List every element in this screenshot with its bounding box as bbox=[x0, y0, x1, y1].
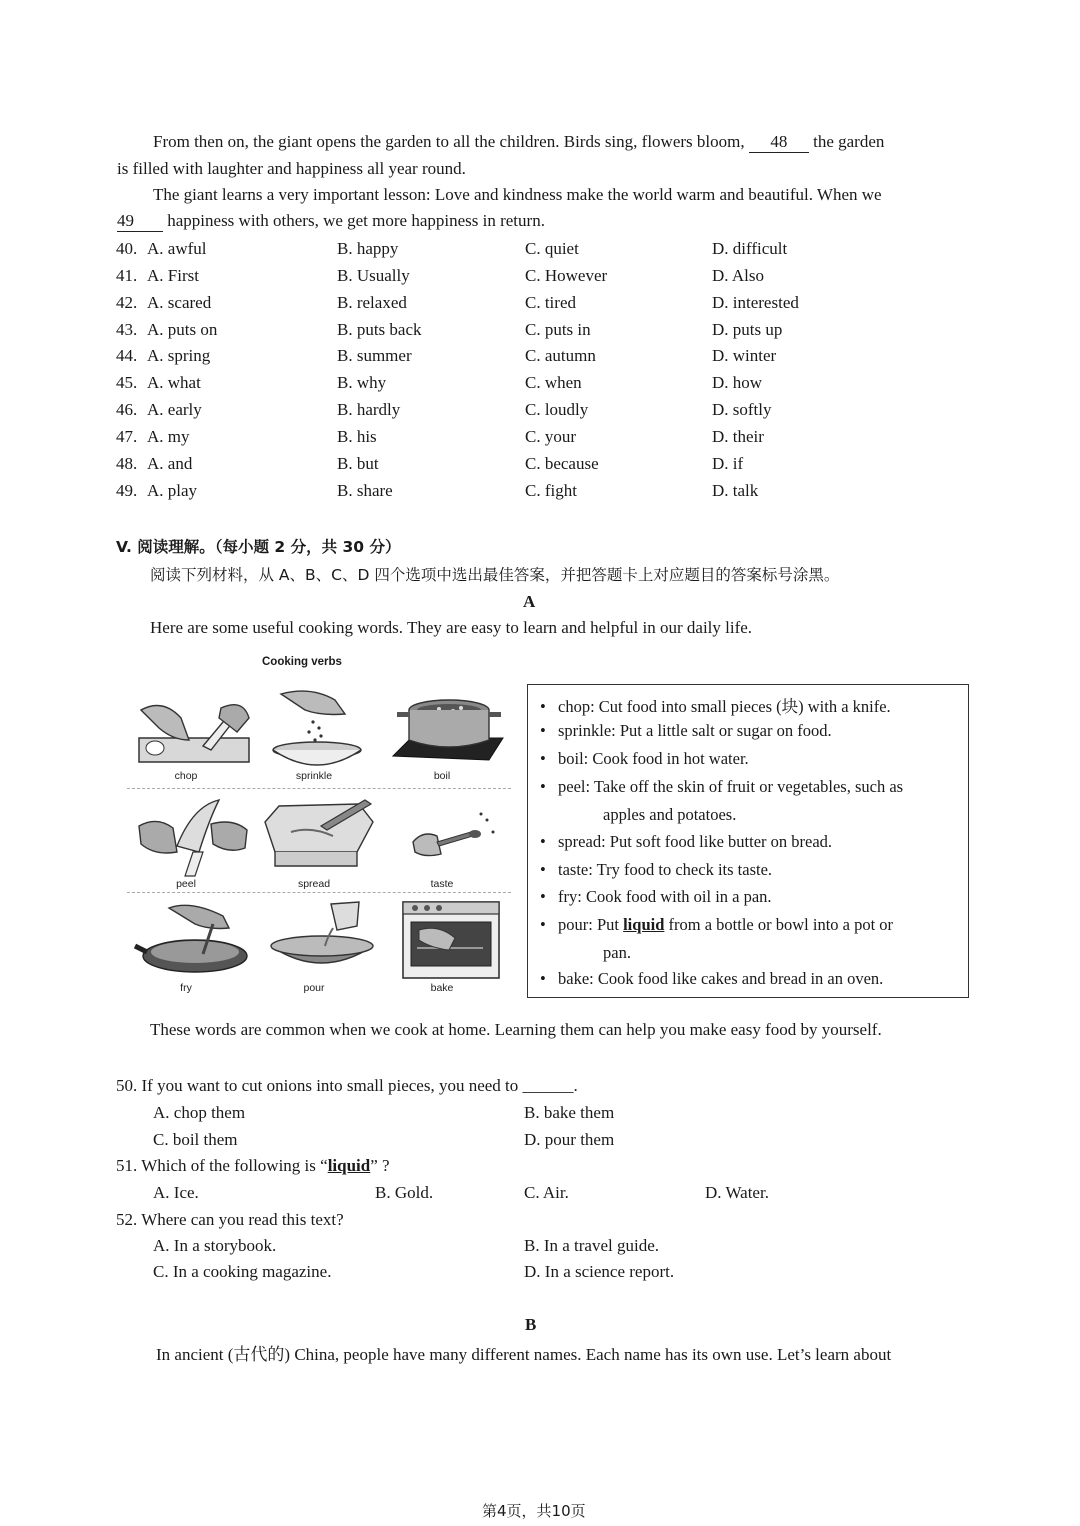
blank-48: 48 bbox=[749, 132, 809, 153]
reading-label-a: A bbox=[523, 592, 536, 611]
cooking-verbs-picture bbox=[127, 684, 511, 996]
option-row bbox=[0, 373, 1080, 399]
stem-text: ” ? bbox=[370, 1156, 390, 1175]
taste-icon bbox=[389, 796, 507, 878]
taste-picture bbox=[383, 792, 511, 896]
definition-bake: • bake: Cook food like cakes and bread in an oven. bbox=[540, 969, 884, 988]
option-c: C. puts in bbox=[525, 320, 591, 339]
passage-line: The giant learns a very important lesson: Love and kindness make the world warm and beautiful. When we bbox=[153, 185, 882, 204]
fry-picture bbox=[127, 896, 255, 1000]
question-number: 49. bbox=[116, 481, 138, 500]
option-c: C. quiet bbox=[525, 239, 579, 258]
peel-icon bbox=[133, 796, 251, 878]
section-instruction: 阅读下列材料，从 A、B、C、D 四个选项中选出最佳答案，并把答题卡上对应题目的答案标号涂黑。 bbox=[150, 566, 840, 584]
option-a: A. spring bbox=[147, 346, 211, 365]
option-c: C. your bbox=[525, 427, 576, 446]
definition-text: fry: Cook food with oil in a pan. bbox=[558, 887, 772, 906]
question-number: 40. bbox=[116, 239, 138, 258]
option-a: A. play bbox=[147, 481, 198, 500]
spread-picture bbox=[255, 792, 383, 896]
option-c: C. tired bbox=[525, 293, 576, 312]
definition-taste: • taste: Try food to check its taste. bbox=[540, 860, 773, 879]
definition-peel: • peel: Take off the skin of fruit or vegetables, such as bbox=[540, 777, 904, 796]
question-number: 41. bbox=[116, 266, 138, 285]
question-number: 44. bbox=[116, 346, 138, 365]
definition-text: peel: Take off the skin of fruit or vegetables, such as bbox=[558, 777, 904, 796]
peel-picture bbox=[127, 792, 255, 896]
option-a: A. chop them bbox=[153, 1103, 246, 1122]
option-b: B. relaxed bbox=[337, 293, 407, 312]
picture-title: Cooking verbs bbox=[262, 656, 342, 668]
question-number: 42. bbox=[116, 293, 138, 312]
pour-picture bbox=[255, 896, 383, 1000]
option-c: C. Air. bbox=[524, 1183, 569, 1202]
passage-text: happiness with others, we get more happiness in return. bbox=[167, 211, 545, 230]
caption-boil: boil bbox=[433, 770, 451, 782]
option-row bbox=[0, 346, 1080, 372]
option-d: D. softly bbox=[712, 400, 772, 419]
liquid-word: liquid bbox=[623, 915, 665, 934]
option-a: A. what bbox=[147, 373, 201, 392]
option-row bbox=[0, 266, 1080, 292]
boil-picture bbox=[383, 684, 511, 788]
definition-pour-cont: pan. bbox=[603, 943, 631, 962]
option-b: B. his bbox=[337, 427, 377, 446]
option-d: D. their bbox=[712, 427, 764, 446]
option-b: B. why bbox=[337, 373, 387, 392]
option-b: B. bake them bbox=[524, 1103, 615, 1122]
bake-picture bbox=[383, 896, 511, 1000]
option-b: B. but bbox=[337, 454, 379, 473]
definition-peel-cont: apples and potatoes. bbox=[603, 805, 737, 824]
option-d: D. how bbox=[712, 373, 763, 392]
caption-bake: bake bbox=[430, 982, 454, 994]
reading-b-intro: In ancient (古代的) China, people have many different names. Each name has its own use. Let’s learn about bbox=[156, 1345, 892, 1364]
option-b: B. Usually bbox=[337, 266, 410, 285]
option-c: C. loudly bbox=[525, 400, 589, 419]
option-b: B. hardly bbox=[337, 400, 401, 419]
caption-pour: pour bbox=[303, 982, 325, 994]
option-c: C. In a cooking magazine. bbox=[153, 1262, 332, 1281]
option-c: C. autumn bbox=[525, 346, 596, 365]
option-c: C. However bbox=[525, 266, 608, 285]
caption-sprinkle: sprinkle bbox=[295, 770, 333, 782]
passage-line bbox=[153, 132, 884, 153]
question-50-stem: 50. If you want to cut onions into small pieces, you need to ______. bbox=[116, 1076, 578, 1095]
page-number: 第4页，共10页 bbox=[482, 1502, 586, 1520]
option-d: D. interested bbox=[712, 293, 799, 312]
sprinkle-picture bbox=[255, 684, 383, 788]
question-number: 45. bbox=[116, 373, 138, 392]
option-a: A. awful bbox=[147, 239, 207, 258]
option-a: A. Ice. bbox=[153, 1183, 199, 1202]
option-d: D. if bbox=[712, 454, 744, 473]
passage-line: is filled with laughter and happiness all year round. bbox=[117, 159, 466, 178]
option-c: C. boil them bbox=[153, 1130, 238, 1149]
reading-label-b: B bbox=[525, 1315, 537, 1334]
caption-fry: fry bbox=[180, 982, 192, 994]
option-d: D. pour them bbox=[524, 1130, 615, 1149]
option-row bbox=[0, 239, 1080, 265]
reading-intro: Here are some useful cooking words. They are easy to learn and helpful in our daily life. bbox=[150, 618, 753, 637]
option-c: C. because bbox=[525, 454, 599, 473]
option-a: A. early bbox=[147, 400, 202, 419]
sprinkle-icon bbox=[261, 688, 379, 770]
option-a: A. First bbox=[147, 266, 199, 285]
option-b: B. happy bbox=[337, 239, 399, 258]
fry-icon bbox=[133, 900, 251, 982]
stem-text: 51. Which of the following is “ bbox=[116, 1156, 328, 1175]
caption-taste: taste bbox=[430, 878, 454, 890]
passage-text: From then on, the giant opens the garden to all the children. Birds sing, flowers bloom, bbox=[153, 132, 745, 151]
question-number: 48. bbox=[116, 454, 138, 473]
chop-picture bbox=[127, 684, 255, 788]
question-51-stem bbox=[116, 1156, 390, 1176]
option-d: D. winter bbox=[712, 346, 777, 365]
definition-chop: • chop: Cut food into small pieces (块) with a knife. bbox=[540, 697, 891, 716]
definition-text: spread: Put soft food like butter on bread. bbox=[558, 832, 833, 851]
option-a: A. my bbox=[147, 427, 190, 446]
option-b: B. puts back bbox=[337, 320, 422, 339]
blank-49: 49 bbox=[117, 211, 163, 232]
bake-icon bbox=[389, 900, 507, 982]
option-d: D. Water. bbox=[705, 1183, 769, 1202]
option-b: B. summer bbox=[337, 346, 412, 365]
option-d: D. talk bbox=[712, 481, 759, 500]
definition-text: sprinkle: Put a little salt or sugar on food. bbox=[558, 721, 832, 740]
caption-chop: chop bbox=[174, 770, 198, 782]
liquid-word: liquid bbox=[327, 1156, 371, 1175]
question-number: 47. bbox=[116, 427, 138, 446]
option-b: B. share bbox=[337, 481, 393, 500]
definition-text: taste: Try food to check its taste. bbox=[558, 860, 773, 879]
question-number: 46. bbox=[116, 400, 138, 419]
boil-icon bbox=[389, 688, 507, 770]
definition-sprinkle: • sprinkle: Put a little salt or sugar on food. bbox=[540, 721, 832, 740]
option-row bbox=[0, 400, 1080, 426]
question-52-stem: 52. Where can you read this text? bbox=[116, 1210, 344, 1229]
option-a: A. and bbox=[147, 454, 193, 473]
passage-text: the garden bbox=[813, 132, 885, 151]
spread-icon bbox=[261, 796, 379, 878]
option-row bbox=[0, 427, 1080, 453]
option-b: B. Gold. bbox=[375, 1183, 434, 1202]
question-number: 43. bbox=[116, 320, 138, 339]
option-d: D. Also bbox=[712, 266, 764, 285]
definition-pour: • pour: Put liquid from a bottle or bowl into a pot or bbox=[540, 915, 894, 934]
caption-spread: spread bbox=[297, 878, 331, 890]
definition-text: chop: Cut food into small pieces (块) with a knife. bbox=[558, 697, 891, 716]
section-heading: V. 阅读理解。（每小题 2 分，共 30 分） bbox=[116, 538, 401, 556]
option-d: D. In a science report. bbox=[524, 1262, 675, 1281]
option-a: A. scared bbox=[147, 293, 212, 312]
option-c: C. when bbox=[525, 373, 582, 392]
option-b: B. In a travel guide. bbox=[524, 1236, 660, 1255]
option-d: D. difficult bbox=[712, 239, 788, 258]
option-row bbox=[0, 481, 1080, 507]
option-a: A. puts on bbox=[147, 320, 218, 339]
option-a: A. In a storybook. bbox=[153, 1236, 277, 1255]
option-c: C. fight bbox=[525, 481, 577, 500]
reading-outro: These words are common when we cook at home. Learning them can help you make easy food by yourself. bbox=[150, 1020, 882, 1039]
divider bbox=[127, 788, 511, 789]
option-row bbox=[0, 454, 1080, 480]
caption-peel: peel bbox=[176, 878, 196, 890]
pour-icon bbox=[261, 900, 379, 982]
passage-line bbox=[117, 211, 545, 232]
definitions-box bbox=[527, 684, 969, 998]
definition-fry: • fry: Cook food with oil in a pan. bbox=[540, 887, 772, 906]
definition-text: from a bottle or bowl into a pot or bbox=[668, 915, 894, 934]
option-row bbox=[0, 320, 1080, 346]
definition-spread: • spread: Put soft food like butter on bread. bbox=[540, 832, 833, 851]
definition-text: bake: Cook food like cakes and bread in an oven. bbox=[558, 969, 884, 988]
option-row bbox=[0, 293, 1080, 319]
definition-text: pour: Put bbox=[558, 915, 619, 934]
definition-boil: • boil: Cook food in hot water. bbox=[540, 749, 749, 768]
definition-text: boil: Cook food in hot water. bbox=[558, 749, 749, 768]
option-d: D. puts up bbox=[712, 320, 783, 339]
chop-icon bbox=[133, 688, 251, 770]
